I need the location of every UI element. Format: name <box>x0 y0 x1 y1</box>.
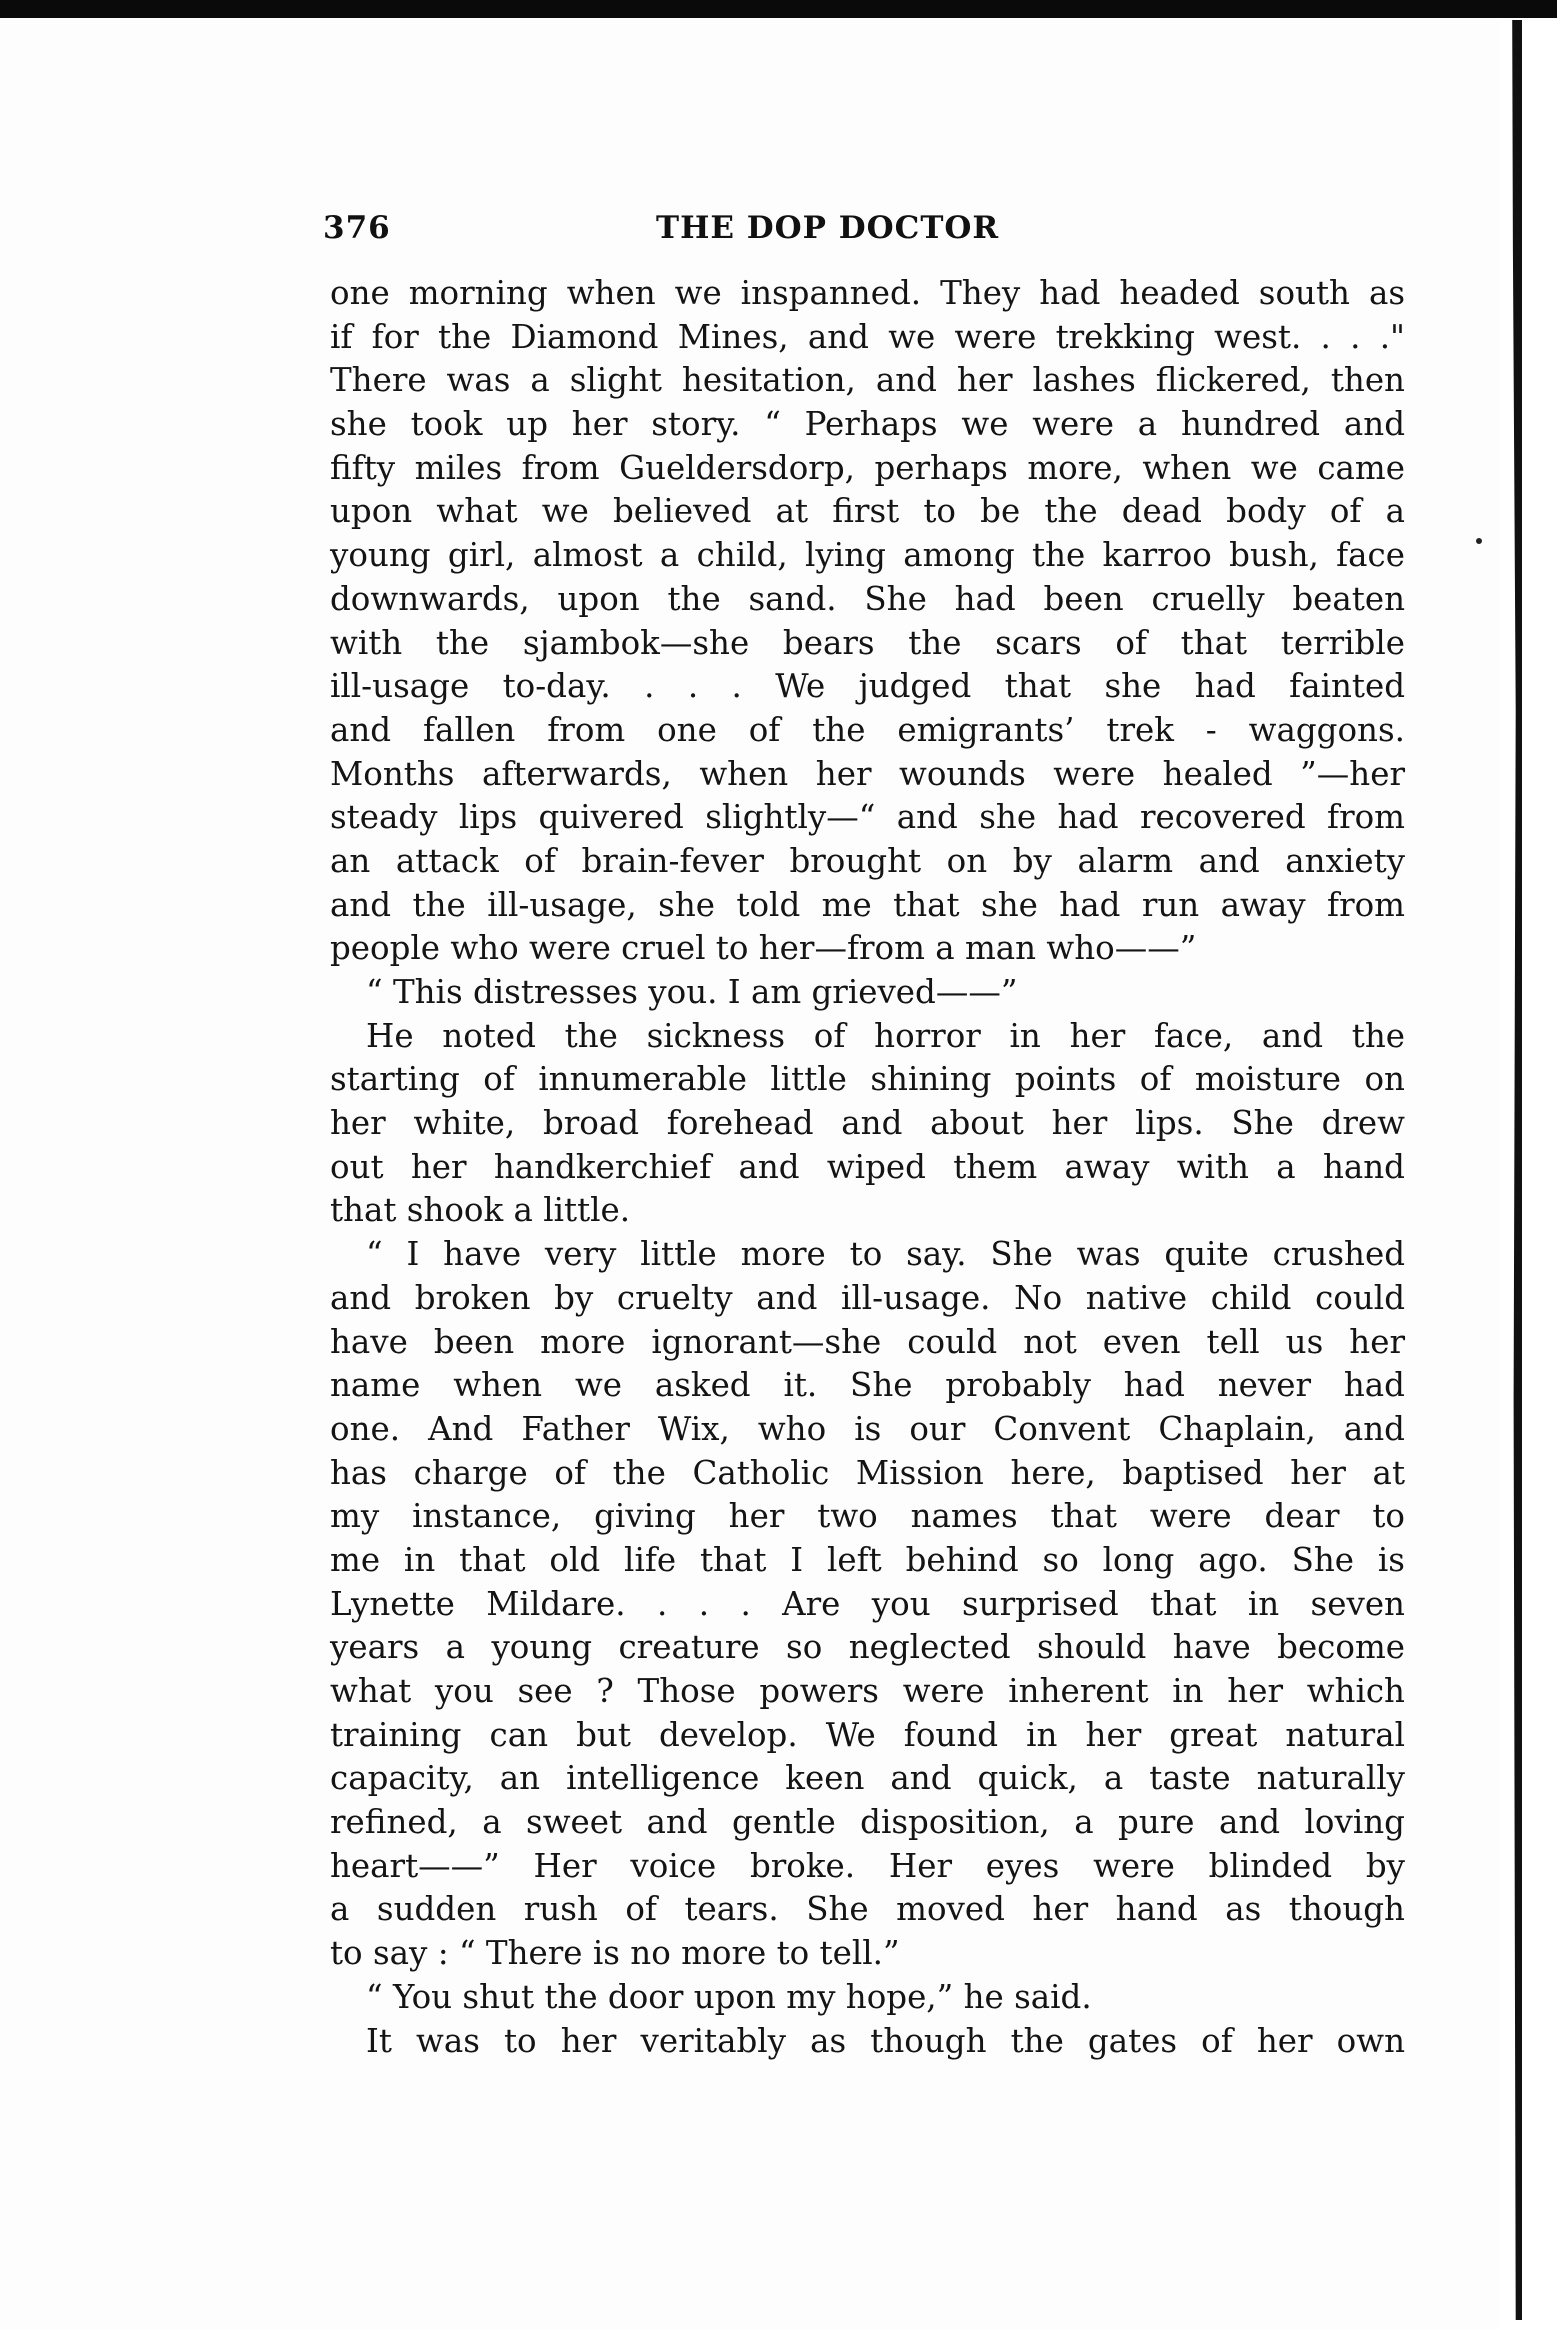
text-line: Lynette Mildare. . . . Are you surprised that in seven <box>330 1584 1405 1623</box>
text-line: fifty miles from Gueldersdorp, perhaps more, when we came <box>330 448 1405 487</box>
page-right-edge <box>1500 18 1557 2329</box>
text-line: if for the Diamond Mines, and we were trekking west. . . ." <box>330 317 1405 356</box>
running-title: THE DOP DOCTOR <box>656 210 1000 246</box>
text-line: she took up her story. “ Perhaps we were a hundred and <box>330 405 1405 444</box>
text-line: upon what we believed at first to be the dead body of a <box>330 492 1405 531</box>
text-line: to say : “ There is no more to tell.” <box>330 1934 900 1973</box>
text-line: steady lips quivered slightly—“ and she had recovered from <box>330 798 1405 837</box>
text-line: It was to her veritably as though the gates of her own <box>366 2021 1405 2060</box>
text-line: out her handkerchief and wiped them away with a hand <box>330 1147 1405 1186</box>
page-number: 376 <box>323 210 391 246</box>
text-line: me in that old life that I left behind so long ago. She is <box>330 1540 1405 1579</box>
text-line: years a young creature so neglected should have become <box>330 1628 1405 1667</box>
text-line: what you see ? Those powers were inherent in her which <box>330 1672 1405 1710</box>
text-line: her white, broad forehead and about her lips. She drew <box>330 1104 1405 1143</box>
text-line: has charge of the Catholic Mission here, baptised her at <box>330 1453 1405 1492</box>
text-line: There was a slight hesitation, and her lashes flickered, then <box>330 361 1405 400</box>
text-line: “ This distresses you. I am grieved——” <box>366 973 1018 1011</box>
text-line: and the ill-usage, she told me that she had run away from <box>330 885 1405 924</box>
text-line: downwards, upon the sand. She had been cruelly beaten <box>330 579 1405 618</box>
page-header <box>323 210 1403 258</box>
text-line: have been more ignorant—she could not even tell us her <box>330 1322 1405 1361</box>
text-line: “ I have very little more to say. She was quite crushed <box>366 1235 1405 1274</box>
margin-speck <box>1476 538 1482 544</box>
text-line: and broken by cruelty and ill-usage. No native child could <box>330 1278 1405 1317</box>
text-line: “ You shut the door upon my hope,” he said. <box>366 1977 1092 2016</box>
text-line: heart——” Her voice broke. Her eyes were blinded by <box>330 1846 1405 1885</box>
text-line: young girl, almost a child, lying among the karroo bush, face <box>330 536 1405 575</box>
text-line: refined, a sweet and gentle disposition, a pure and loving <box>330 1803 1405 1842</box>
text-line: starting of innumerable little shining points of moisture on <box>330 1060 1405 1099</box>
text-line: an attack of brain-fever brought on by alarm and anxiety <box>330 841 1405 880</box>
text-line: training can but develop. We found in her great natural <box>330 1715 1405 1754</box>
text-line: capacity, an intelligence keen and quick, a taste naturally <box>330 1759 1405 1798</box>
text-line: with the sjambok—she bears the scars of that terrible <box>330 623 1405 662</box>
text-line: that shook a little. <box>330 1191 631 1230</box>
text-line: ill-usage to-day. . . . We judged that she had fainted <box>330 667 1405 706</box>
text-line: name when we asked it. She probably had never had <box>330 1366 1405 1405</box>
text-line: people who were cruel to her—from a man who——” <box>330 929 1197 968</box>
text-line: a sudden rush of tears. She moved her hand as though <box>330 1890 1405 1929</box>
text-line: my instance, giving her two names that were dear to <box>330 1497 1405 1536</box>
text-line: Months afterwards, when her wounds were healed ”—her <box>330 754 1405 793</box>
scan-top-border <box>0 0 1557 18</box>
text-line: one. And Father Wix, who is our Convent Chaplain, and <box>330 1409 1405 1448</box>
text-line: He noted the sickness of horror in her face, and the <box>366 1016 1405 1055</box>
body-text <box>330 272 1405 2063</box>
text-line: one morning when we inspanned. They had headed south as <box>330 274 1405 312</box>
text-line: and fallen from one of the emigrants’ trek - waggons. <box>330 710 1405 749</box>
